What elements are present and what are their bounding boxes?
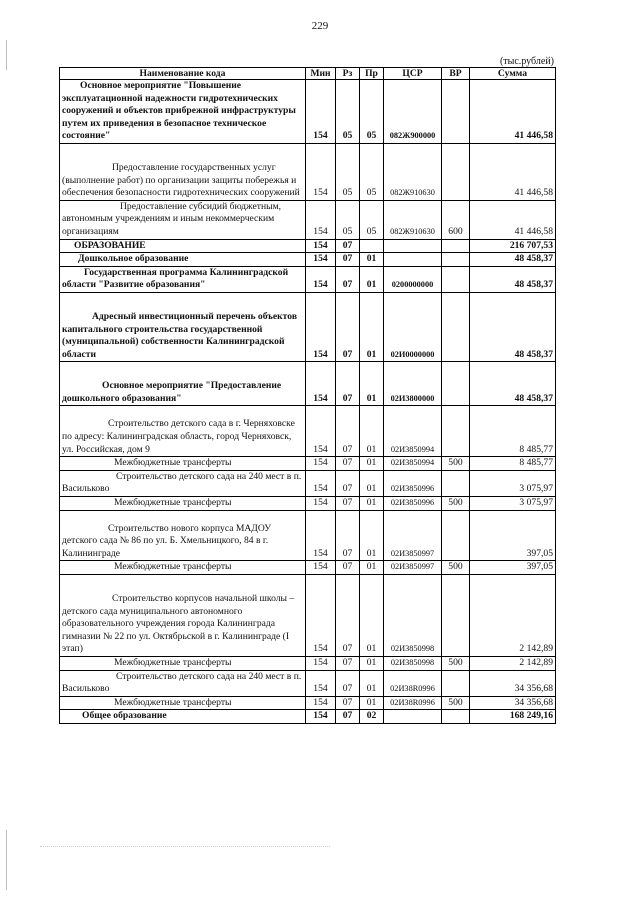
header-vr: ВР <box>442 68 470 80</box>
row-vr <box>442 362 470 406</box>
row-name: Строительство детского сада на 240 мест в п. Васильково <box>60 670 306 696</box>
page-number: 229 <box>311 20 329 32</box>
table-row <box>60 362 556 406</box>
row-name: Общее образование <box>60 710 306 724</box>
row-name: ОБРАЗОВАНИЕ <box>60 239 306 253</box>
row-csr: 02И38R0996 <box>384 670 442 696</box>
header-min: Мин <box>306 68 336 80</box>
row-sum: 48 458,37 <box>470 292 556 361</box>
row-rz: 07 <box>336 406 360 457</box>
row-vr <box>442 266 470 292</box>
table-row <box>60 561 556 575</box>
row-pr: 01 <box>360 253 384 267</box>
table-row <box>60 510 556 561</box>
header-sum: Сумма <box>470 68 556 80</box>
row-rz: 07 <box>336 656 360 670</box>
row-name: Дошкольное образование <box>60 253 306 267</box>
row-pr: 01 <box>360 457 384 471</box>
row-sum: 48 458,37 <box>470 362 556 406</box>
row-min: 154 <box>306 457 336 471</box>
row-name: Основное мероприятие "Предоставление дошкольного образования" <box>60 362 306 406</box>
row-vr: 500 <box>442 656 470 670</box>
row-min: 154 <box>306 406 336 457</box>
header-rz: Рз <box>336 68 360 80</box>
row-min: 154 <box>306 253 336 267</box>
row-name: Межбюджетные трансферты <box>60 696 306 710</box>
row-sum: 48 458,37 <box>470 266 556 292</box>
row-pr: 01 <box>360 670 384 696</box>
table-header-row <box>60 68 556 80</box>
table-row <box>60 696 556 710</box>
row-pr: 01 <box>360 696 384 710</box>
row-csr: 082Ж910630 <box>384 200 442 239</box>
table-row <box>60 406 556 457</box>
table-row <box>60 470 556 496</box>
row-pr: 01 <box>360 497 384 511</box>
row-csr: 0200000000 <box>384 266 442 292</box>
row-csr: 02И3850998 <box>384 575 442 657</box>
budget-table <box>59 67 556 724</box>
table-row <box>60 200 556 239</box>
row-min: 154 <box>306 266 336 292</box>
row-name: Строительство нового корпуса МАДОУ детского сада № 86 по ул. Б. Хмельницкого, 84 в г. Калининграде <box>60 510 306 561</box>
row-rz: 07 <box>336 575 360 657</box>
row-min: 154 <box>306 670 336 696</box>
row-vr <box>442 710 470 724</box>
row-sum: 34 356,68 <box>470 696 556 710</box>
row-csr: 02И38R0996 <box>384 696 442 710</box>
row-pr: 02 <box>360 710 384 724</box>
row-sum: 41 446,58 <box>470 200 556 239</box>
row-sum: 2 142,89 <box>470 575 556 657</box>
row-pr: 01 <box>360 470 384 496</box>
row-name: Государственная программа Калининградской области "Развитие образования" <box>60 266 306 292</box>
row-pr: 05 <box>360 143 384 200</box>
row-vr <box>442 670 470 696</box>
row-name: Строительство детского сада на 240 мест в п. Васильково <box>60 470 306 496</box>
row-sum: 397,05 <box>470 510 556 561</box>
row-min: 154 <box>306 575 336 657</box>
row-name: Предоставление государственных услуг (выполнение работ) по организации защиты побережья и обеспечения безопасности гидротехнических сооружений <box>60 143 306 200</box>
row-vr <box>442 470 470 496</box>
table-row <box>60 457 556 471</box>
row-csr: 02И3850994 <box>384 406 442 457</box>
row-sum: 8 485,77 <box>470 406 556 457</box>
row-vr <box>442 406 470 457</box>
row-min: 154 <box>306 497 336 511</box>
row-min: 154 <box>306 362 336 406</box>
row-rz: 07 <box>336 362 360 406</box>
units-label: (тыс.рублей) <box>499 56 554 67</box>
row-vr <box>442 239 470 253</box>
row-name: Основное мероприятие "Повышение эксплуатационной надежности гидротехнических сооружений и объектов прибрежной инфраструктуры путем их приведения в безопасное техническое состояние" <box>60 80 306 144</box>
row-pr: 05 <box>360 80 384 144</box>
row-rz: 05 <box>336 80 360 144</box>
row-pr: 01 <box>360 266 384 292</box>
row-rz: 07 <box>336 253 360 267</box>
row-min: 154 <box>306 143 336 200</box>
header-name: Наименование кода <box>60 68 306 80</box>
row-name: Межбюджетные трансферты <box>60 561 306 575</box>
row-min: 154 <box>306 470 336 496</box>
table-row <box>60 670 556 696</box>
table-row <box>60 575 556 657</box>
row-rz: 07 <box>336 292 360 361</box>
row-min: 154 <box>306 200 336 239</box>
table-row <box>60 80 556 144</box>
row-sum: 41 446,58 <box>470 143 556 200</box>
row-pr <box>360 239 384 253</box>
row-sum: 8 485,77 <box>470 457 556 471</box>
row-csr: 082Ж900000 <box>384 80 442 144</box>
row-rz: 05 <box>336 143 360 200</box>
row-pr: 01 <box>360 656 384 670</box>
row-vr <box>442 510 470 561</box>
row-csr: 02И3850998 <box>384 656 442 670</box>
row-sum: 34 356,68 <box>470 670 556 696</box>
row-csr: 02И3850996 <box>384 497 442 511</box>
row-name: Предоставление субсидий бюджетным, автономным учреждениям и иным некоммерческим организациям <box>60 200 306 239</box>
row-min: 154 <box>306 239 336 253</box>
row-csr: 02И3850997 <box>384 510 442 561</box>
row-csr: 02И3850994 <box>384 457 442 471</box>
table-row <box>60 710 556 724</box>
scan-margin-mark <box>6 40 7 70</box>
row-vr <box>442 253 470 267</box>
row-csr: 02И3850997 <box>384 561 442 575</box>
row-rz: 07 <box>336 696 360 710</box>
table-row <box>60 292 556 361</box>
row-min: 154 <box>306 292 336 361</box>
row-name: Межбюджетные трансферты <box>60 656 306 670</box>
row-min: 154 <box>306 656 336 670</box>
row-vr <box>442 292 470 361</box>
row-rz: 07 <box>336 710 360 724</box>
table-row <box>60 143 556 200</box>
row-vr <box>442 143 470 200</box>
row-rz: 07 <box>336 470 360 496</box>
row-rz: 07 <box>336 266 360 292</box>
row-sum: 41 446,58 <box>470 80 556 144</box>
row-vr: 600 <box>442 200 470 239</box>
row-rz: 07 <box>336 561 360 575</box>
row-vr: 500 <box>442 457 470 471</box>
row-csr <box>384 239 442 253</box>
header-csr: ЦСР <box>384 68 442 80</box>
table-row <box>60 239 556 253</box>
row-min: 154 <box>306 561 336 575</box>
row-name: Межбюджетные трансферты <box>60 497 306 511</box>
row-vr <box>442 80 470 144</box>
row-vr: 500 <box>442 696 470 710</box>
row-csr: 02И3850996 <box>384 470 442 496</box>
row-sum: 48 458,37 <box>470 253 556 267</box>
row-sum: 2 142,89 <box>470 656 556 670</box>
row-vr: 500 <box>442 561 470 575</box>
row-sum: 3 075,97 <box>470 470 556 496</box>
row-name: Адресный инвестиционный перечень объектов капитального строительства государственной (муниципальной) собственности Калининградской области <box>60 292 306 361</box>
row-sum: 216 707,53 <box>470 239 556 253</box>
row-vr <box>442 575 470 657</box>
row-csr: 02И3800000 <box>384 362 442 406</box>
row-rz: 07 <box>336 670 360 696</box>
row-name: Строительство корпусов начальной школы – детского сада муниципального автономного образовательного учреждения города Калининграда гимназии № 22 по ул. Октябрьской в г. Калининграде (I этап) <box>60 575 306 657</box>
row-csr <box>384 253 442 267</box>
row-pr: 01 <box>360 575 384 657</box>
row-sum: 168 249,16 <box>470 710 556 724</box>
row-min: 154 <box>306 80 336 144</box>
row-pr: 01 <box>360 292 384 361</box>
table-row <box>60 266 556 292</box>
row-csr <box>384 710 442 724</box>
scan-margin-mark <box>6 830 7 890</box>
row-rz: 07 <box>336 497 360 511</box>
scan-artifact <box>40 846 330 847</box>
row-rz: 07 <box>336 457 360 471</box>
table-row <box>60 497 556 511</box>
row-pr: 01 <box>360 362 384 406</box>
table-row <box>60 253 556 267</box>
table-row <box>60 656 556 670</box>
row-sum: 3 075,97 <box>470 497 556 511</box>
row-rz: 07 <box>336 239 360 253</box>
row-csr: 02И0000000 <box>384 292 442 361</box>
row-csr: 082Ж910630 <box>384 143 442 200</box>
row-pr: 01 <box>360 406 384 457</box>
row-vr: 500 <box>442 497 470 511</box>
row-min: 154 <box>306 696 336 710</box>
row-pr: 05 <box>360 200 384 239</box>
row-min: 154 <box>306 510 336 561</box>
row-pr: 01 <box>360 510 384 561</box>
header-pr: Пр <box>360 68 384 80</box>
row-pr: 01 <box>360 561 384 575</box>
row-sum: 397,05 <box>470 561 556 575</box>
row-rz: 05 <box>336 200 360 239</box>
row-rz: 07 <box>336 510 360 561</box>
row-min: 154 <box>306 710 336 724</box>
row-name: Межбюджетные трансферты <box>60 457 306 471</box>
row-name: Строительство детского сада в г. Черняховске по адресу: Калининградская область, город Черняховск, ул. Российская, дом 9 <box>60 406 306 457</box>
